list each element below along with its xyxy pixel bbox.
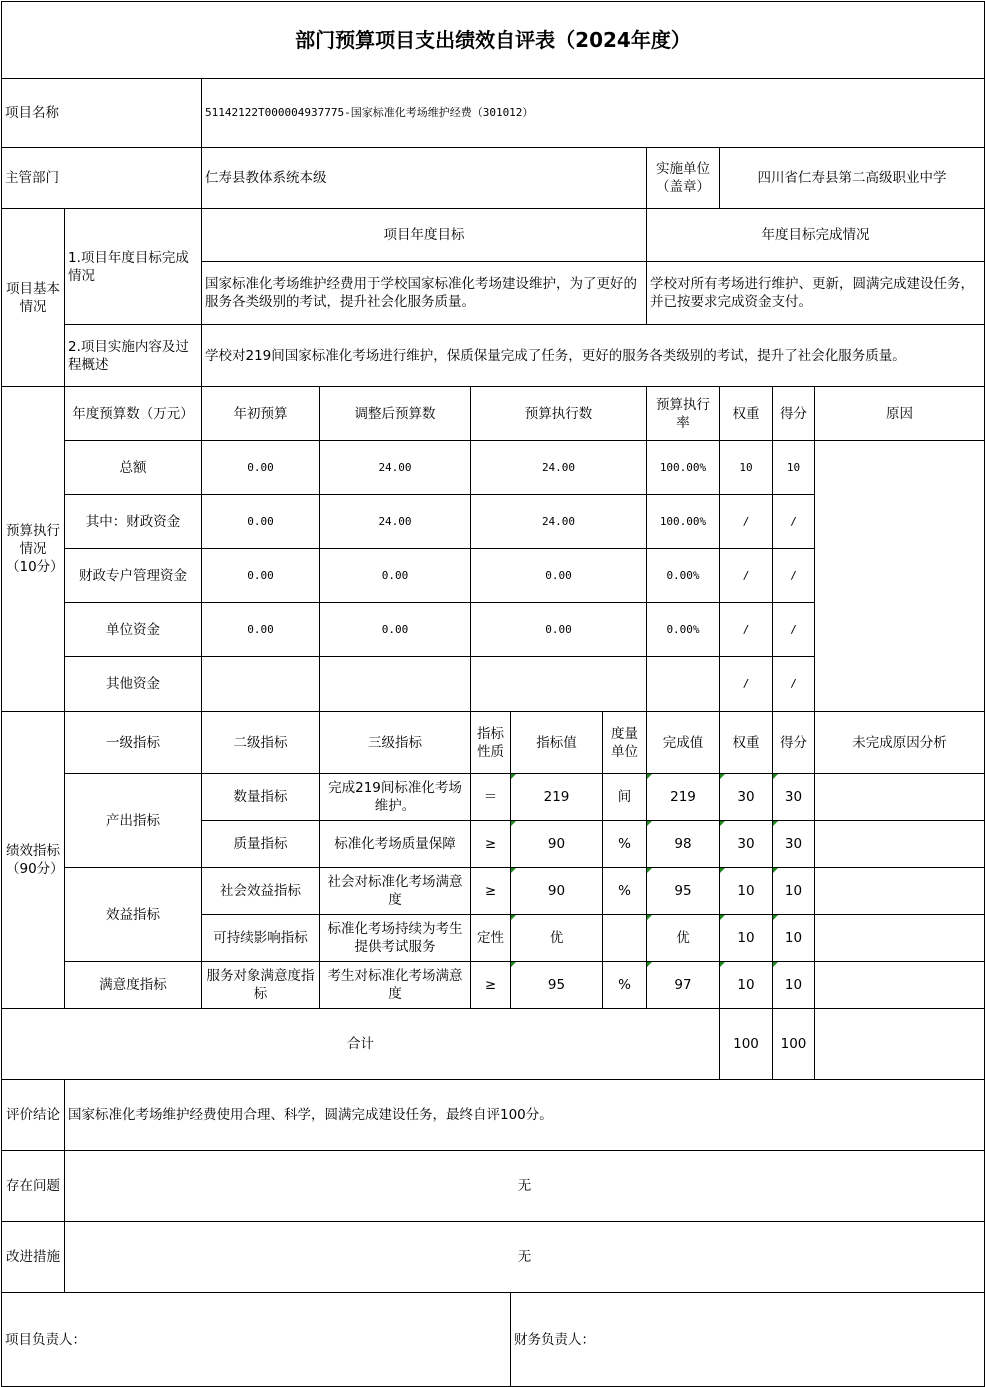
perf-row-unit: % (618, 977, 631, 993)
perf-row-level2: 数量指标 (233, 789, 288, 805)
cell-marker-icon (773, 915, 778, 920)
cell-marker-icon (511, 774, 516, 779)
budget-header-adjusted: 调整后预算数 (354, 405, 436, 422)
impl-label: 2.项目实施内容及过程概述 (68, 338, 189, 373)
unit-value: 四川省仁寿县第二高级职业中学 (757, 170, 947, 186)
dept-label: 主管部门 (5, 170, 59, 186)
page-title: 部门预算项目支出绩效自评表（2024年度） (295, 28, 691, 52)
perf-row-unit: % (618, 836, 631, 852)
budget-row-adjusted: 24.00 (378, 460, 412, 474)
budget-row-score: 10 (786, 460, 801, 474)
perf-row-weight: 10 (737, 930, 755, 946)
total-weight: 100 (733, 1036, 759, 1052)
perf-header-unit: 度量单位 (611, 725, 638, 760)
perf-row-level2: 社会效益指标 (220, 883, 301, 899)
issues-label: 存在问题 (6, 1178, 60, 1194)
perf-row-actual: 98 (674, 836, 692, 852)
goal-header: 项目年度目标 (383, 227, 465, 243)
perf-row-actual: 优 (676, 930, 690, 946)
perf-row-reason (815, 821, 984, 867)
budget-row-weight: 10 (739, 460, 753, 474)
budget-row-executed: 0.00 (545, 568, 572, 582)
budget-row-rate: 0.00% (666, 622, 700, 636)
perf-row-reason (815, 868, 984, 914)
budget-row-rate (647, 657, 719, 711)
cell-marker-icon (647, 868, 652, 873)
perf-row-level3: 社会对标准化考场满意度 (327, 874, 463, 908)
perf-row-unit: 间 (617, 789, 632, 805)
budget-row-initial: 0.00 (247, 568, 274, 582)
budget-header-year: 年度预算数（万元） (72, 405, 194, 422)
budget-row-executed (471, 657, 646, 711)
perf-row-level3: 标准化考场持续为考生提供考试服务 (327, 921, 463, 955)
goal-label: 1.项目年度目标完成情况 (68, 249, 189, 284)
perf-header-level3: 三级指标 (368, 734, 422, 751)
perf-row-actual: 219 (670, 789, 696, 805)
budget-row-executed: 24.00 (541, 460, 576, 474)
perf-row-score: 30 (784, 836, 803, 852)
cell-marker-icon (720, 962, 725, 967)
project-name-label: 项目名称 (5, 105, 59, 121)
perf-row-nature: ≥ (484, 977, 497, 993)
budget-header-weight: 权重 (732, 405, 760, 422)
budget-row-adjusted (320, 657, 470, 711)
budget-row-score: / (790, 622, 797, 636)
completion-header: 年度目标完成情况 (761, 227, 870, 243)
budget-row-label: 总额 (119, 459, 147, 476)
perf-row-target: 219 (543, 789, 570, 805)
improve-label: 改进措施 (6, 1249, 60, 1265)
perf-row-level2: 可持续影响指标 (213, 930, 308, 946)
budget-row-rate: 100.00% (659, 514, 707, 528)
cell-marker-icon (720, 774, 725, 779)
conclusion-label: 评价结论 (6, 1107, 60, 1123)
perf-header-score: 得分 (780, 734, 807, 751)
cell-marker-icon (773, 868, 778, 873)
perf-row-score: 10 (784, 883, 803, 899)
cell-marker-icon (647, 774, 652, 779)
perf-row-score: 10 (784, 930, 803, 946)
total-reason (815, 1009, 984, 1079)
perf-row-unit: % (618, 883, 631, 899)
perf-row-target: 90 (547, 883, 566, 899)
perf-row-score: 30 (784, 789, 803, 805)
budget-header-executed: 预算执行数 (524, 405, 593, 422)
budget-section-label: 预算执行情况（10分） (6, 523, 64, 575)
perf-header-nature: 指标性质 (477, 725, 504, 760)
budget-row-adjusted: 24.00 (378, 514, 412, 528)
budget-row-weight: / (742, 514, 750, 528)
perf-row-level3: 考生对标准化考场满意度 (327, 968, 463, 1002)
perf-row-level2: 质量指标 (233, 836, 288, 852)
perf-row-nature: ＝ (483, 789, 498, 805)
perf-header-level2: 二级指标 (233, 734, 288, 751)
perf-row-target: 95 (547, 977, 566, 993)
cell-marker-icon (773, 774, 778, 779)
perf-row-nature: ≥ (484, 836, 497, 852)
perf-row-reason (815, 774, 984, 820)
basic-section-label: 项目基本情况 (6, 280, 60, 315)
perf-row-reason (815, 915, 984, 961)
issues-text: 无 (517, 1178, 532, 1194)
finance-leader-signature: 财务负责人： (514, 1331, 595, 1348)
budget-row-score: / (790, 568, 797, 582)
impl-text: 学校对219间国家标准化考场进行维护，保质保量完成了任务，更好的服务各类级别的考试，提升了社会化服务质量。 (205, 347, 906, 364)
improve-text: 无 (517, 1249, 532, 1265)
total-label: 合计 (347, 1036, 374, 1052)
perf-row-target: 优 (549, 930, 564, 946)
perf-row-actual: 95 (674, 883, 692, 899)
goal-text: 国家标准化考场维护经费用于学校国家标准化考场建设维护，为了更好的服务各类级别的考试，提升社会化服务质量。 (205, 276, 637, 310)
perf-row-level3: 完成219间标准化考场维护。 (328, 780, 462, 814)
budget-row-label: 单位资金 (106, 621, 160, 638)
project-name-value: 51142122T000004937775-国家标准化考场维护经费（301012） (205, 106, 534, 119)
project-leader-signature: 项目负责人： (5, 1331, 86, 1348)
perf-row-nature: ≥ (484, 883, 497, 899)
budget-header-reason: 原因 (886, 405, 913, 422)
unit-label: 实施单位（盖章） (656, 161, 710, 195)
perf-section-label: 绩效指标（90分） (6, 843, 64, 877)
cell-marker-icon (511, 868, 516, 873)
budget-row-adjusted: 0.00 (381, 622, 409, 636)
cell-marker-icon (511, 962, 516, 967)
perf-row-weight: 30 (737, 836, 755, 852)
budget-row-label: 财政专户管理资金 (79, 567, 187, 584)
perf-row-unit (603, 915, 646, 961)
perf-group-benefit: 效益指标 (106, 906, 160, 923)
budget-row-initial (202, 657, 319, 711)
budget-row-initial: 0.00 (247, 514, 274, 528)
completion-text: 学校对所有考场进行维护、更新，圆满完成建设任务，并已按要求完成资金支付。 (650, 276, 974, 310)
cell-marker-icon (720, 868, 725, 873)
budget-row-executed: 24.00 (541, 514, 576, 528)
cell-marker-icon (647, 962, 652, 967)
perf-row-reason (815, 962, 984, 1008)
total-score: 100 (780, 1036, 807, 1052)
cell-marker-icon (720, 821, 725, 826)
budget-row-label: 其中：财政资金 (85, 513, 181, 530)
cell-marker-icon (720, 915, 725, 920)
perf-row-target: 90 (547, 836, 566, 852)
budget-row-rate: 0.00% (666, 568, 700, 582)
perf-header-actual: 完成值 (662, 734, 704, 751)
perf-header-reason: 未完成原因分析 (852, 734, 947, 751)
dept-value: 仁寿县教体系统本级 (205, 170, 327, 186)
budget-header-initial: 年初预算 (233, 405, 288, 422)
cell-marker-icon (647, 821, 652, 826)
budget-row-weight: / (742, 568, 750, 582)
budget-row-weight: / (742, 677, 750, 690)
perf-row-weight: 10 (737, 883, 755, 899)
perf-group-satisfaction: 满意度指标 (99, 977, 167, 993)
budget-row-weight: / (742, 622, 750, 636)
budget-header-score: 得分 (780, 405, 807, 422)
budget-row-initial: 0.00 (247, 460, 274, 474)
budget-row-score: / (790, 514, 797, 528)
perf-row-weight: 10 (737, 977, 755, 993)
cell-marker-icon (511, 821, 516, 826)
budget-row-initial: 0.00 (247, 622, 274, 636)
perf-row-actual: 97 (674, 977, 692, 993)
budget-row-label: 其他资金 (106, 676, 160, 692)
budget-row-score: / (790, 677, 797, 690)
perf-header-level1: 一级指标 (106, 734, 160, 751)
budget-header-rate: 预算执行率 (656, 396, 710, 431)
cell-marker-icon (647, 915, 652, 920)
perf-row-nature: 定性 (477, 930, 504, 946)
perf-group-output: 产出指标 (106, 812, 160, 829)
cell-marker-icon (511, 915, 516, 920)
perf-row-score: 10 (784, 977, 803, 993)
perf-header-weight: 权重 (732, 734, 760, 751)
perf-header-target: 指标值 (536, 734, 577, 751)
cell-marker-icon (773, 821, 778, 826)
cell-marker-icon (773, 962, 778, 967)
budget-row-adjusted: 0.00 (381, 568, 409, 582)
budget-row-executed: 0.00 (545, 622, 572, 636)
budget-row-rate: 100.00% (659, 460, 707, 474)
perf-row-level2: 服务对象满意度指标 (206, 968, 315, 1002)
perf-row-weight: 30 (737, 789, 755, 805)
budget-reason-value (815, 441, 984, 711)
conclusion-text: 国家标准化考场维护经费使用合理、科学，圆满完成建设任务，最终自评100分。 (68, 1107, 553, 1123)
perf-row-level3: 标准化考场质量保障 (334, 836, 456, 852)
